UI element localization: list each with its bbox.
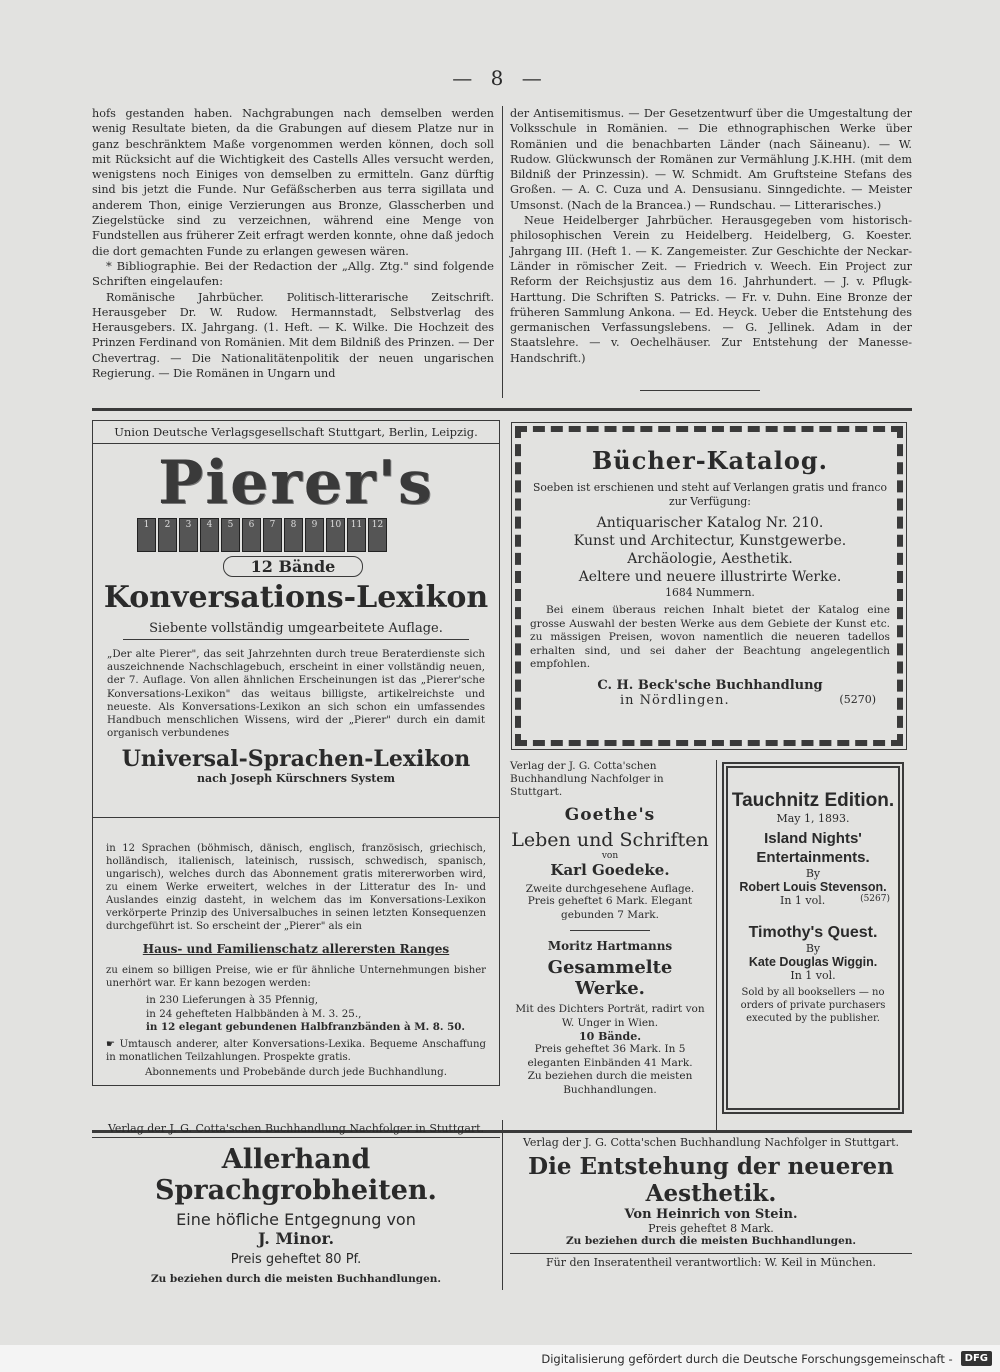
volume-spine: 11 — [347, 518, 366, 552]
katalog-intro: Soeben ist erschienen und steht auf Verlangen gratis und franco zur Verfügung: — [533, 481, 887, 508]
option-halbfranz: in 12 elegant gebundenen Halbfranzbänden à M. 8. 50. — [146, 1021, 466, 1033]
stein-price: Preis geheftet 8 Mark. — [648, 1222, 774, 1235]
right-text-column — [510, 106, 912, 366]
pierer-price-intro: zu einem so billigen Preise, wie er für ähnliche Unternehmungen bisher unerhört war. Er kann bezogen werden: — [106, 965, 486, 989]
goethe-edition: Zweite durchgesehene Auflage. — [525, 883, 695, 895]
goethe-price: Preis geheftet 6 Mark. Elegant gebunden 7 Mark. — [527, 895, 693, 921]
volume-spine: 2 — [158, 518, 177, 552]
goethe-right-rule — [716, 760, 717, 1130]
minor-publisher: Verlag der J. G. Cotta'schen Buchhandlung Nachfolger in Stuttgart. — [92, 1122, 500, 1138]
footer-text: Digitalisierung gefördert durch die Deutsche Forschungsgemeinschaft - — [541, 1351, 953, 1366]
goethe-subtitle: Leben und Schriften — [511, 829, 709, 851]
pierer-languages: in 12 Sprachen (böhmisch, dänisch, englisch, französisch, griechisch, holländisch, italienisch, lateinisch, russisch, schwedisch, spanisch, ungarisch), welches durch das Abonnement gratis mitererworben wird, zu einem Werke erweitert, welches in der Litteratur des In- und Auslandes einzig dasteht, in welchem das im Konversations-Lexikon verkörperte Prinzip des Universalbuches in seinen letzten Konsequenzen durchgeführt ist. So erscheint der „Pierer" als ein — [106, 843, 486, 932]
katalog-count: 1684 Nummern. — [665, 586, 755, 599]
goethe-von: von — [601, 851, 619, 861]
pierer-publisher: Union Deutsche Verlagsgesellschaft Stuttgart, Berlin, Leipzig. — [93, 421, 499, 444]
stein-publisher: Verlag der J. G. Cotta'schen Buchhandlung Nachfolger in Stuttgart. — [522, 1136, 900, 1149]
goethe-divider — [570, 930, 650, 931]
pierer-subtitle: Konversations-Lexikon — [103, 580, 489, 615]
tauchnitz-book1: Island Nights' Entertainments. — [756, 830, 870, 866]
column-divider — [502, 106, 503, 398]
hartmann-volumes: 10 Bände. — [578, 1030, 642, 1043]
tauchnitz-book2: Timothy's Quest. — [748, 924, 878, 941]
katalog-line1: Antiquarischer Katalog Nr. 210. — [596, 515, 824, 531]
volume-spine: 10 — [326, 518, 345, 552]
volume-spine: 1 — [137, 518, 156, 552]
volume-spine: 8 — [284, 518, 303, 552]
paragraph-bibliographie: * Bibliographie. Bei der Redaction der „Allg. Ztg." sind folgende Schriften eingelaufen: — [92, 258, 494, 289]
pierer-hausschatz: Haus- und Familienschatz allerersten Ranges — [142, 942, 450, 956]
katalog-body: Bei einem überaus reichen Inhalt bietet der Katalog eine grosse Auswahl der besten Werke aus dem Gebiete der Kunst etc. zu mässigen Preisen, wovon namentlich die neueren tadellos erhalten sind, und sei daher der Beachtung angelegentlich empfohlen. — [530, 604, 890, 671]
katalog-code: (5270) — [839, 692, 876, 706]
kuerschner-system: nach Joseph Kürschners System — [197, 772, 395, 786]
hartmann-author: Moritz Hartmanns — [547, 939, 673, 953]
minor-subtitle: Eine höfliche Entgegnung von — [176, 1210, 416, 1229]
pierer-intro: „Der alte Pierer", das seit Jahrzehnten durch treue Beraterdienste sich auszeichnende Nachschlagebuch, erscheint in einer vollständig neuen, der 7. Auflage. Von allen ähnlichen Erscheinungen ist das „Pierer'sche Konversations-Lexikon" das weitaus billigste, artikelreichste und neueste. Als Konversations-Lexikon an sich schon ein umfassendes Handbuch menschlichen Wissens, wird der „Pierer" durch ein damit organisch verbundenes — [107, 648, 485, 740]
goethe-author: Karl Goedeke. — [550, 861, 670, 879]
katalog-title: Bücher-Katalog. — [592, 446, 828, 475]
katalog-line2: Kunst und Architectur, Kunstgewerbe. — [573, 533, 847, 549]
minor-title: Allerhand Sprachgrobheiten. — [155, 1144, 437, 1206]
paragraph-romaenische: Romänische Jahrbücher. Politisch-litterarische Zeitschrift. Herausgeber Dr. W. Rudow. Hermannstadt, Selbstverlag des Herausgebers. IX. Jahrgang. (1. Heft. — K. Wilke. Die Hochzeit des Prinzen Ferdinand von Romänien. Mit dem Bildniß des Prinzen. — Der Chevertrag. — Die Nationalitätenpolitik der neuen ungarischen Regierung. — Die Romänen in Ungarn und — [92, 290, 494, 381]
tauchnitz-vol2: In 1 vol. — [790, 969, 836, 982]
katalog-firm: C. H. Beck'sche Buchhandlung — [597, 677, 823, 693]
volume-spine: 9 — [305, 518, 324, 552]
minor-author: J. Minor. — [257, 1229, 335, 1248]
tauchnitz-vol1: In 1 vol. — [780, 894, 826, 907]
pierer-title: Pierer's — [158, 448, 434, 518]
katalog-ad — [530, 446, 890, 711]
option-halbbaende: in 24 gehefteten Halbbänden à M. 3. 25., — [146, 1007, 362, 1020]
pierer-ad-box-lower — [92, 818, 500, 1086]
pointing-hand-icon: ☛ — [106, 1039, 120, 1050]
volume-spine: 3 — [179, 518, 198, 552]
pierer-edition: Siebente vollständig umgearbeitete Auflage. — [123, 621, 469, 640]
digitization-footer — [0, 1345, 1000, 1372]
option-lieferungen: in 230 Lieferungen à 35 Pfennig, — [146, 994, 319, 1006]
minor-note: Zu beziehen durch die meisten Buchhandlungen. — [150, 1273, 442, 1285]
goethe-ad — [510, 760, 710, 1097]
stein-title: Die Entstehung der neueren Aesthetik. — [528, 1153, 894, 1207]
dfg-logo: DFG — [961, 1351, 992, 1366]
volume-spine: 7 — [263, 518, 282, 552]
hartmann-price: Preis geheftet 36 Mark. In 5 eleganten Einbänden 41 Mark. — [527, 1043, 693, 1069]
stein-responsible: Für den Inseratentheil verantwortlich: W. Keil in München. — [510, 1253, 912, 1269]
paragraph-heidelberger: Neue Heidelberger Jahrbücher. Herausgegeben vom historisch-philosophischen Verein zu Heidelberg. Heidelberg, G. Koester. Jahrgang III. (Heft 1. — K. Zangemeister. Zur Geschichte der Neckar-Länder in römischer Zeit. — Friedrich v. Weech. Ein Project zur Reform der Reichsjustiz aus dem 16. Jahrhundert. — J. v. Pflugk-Harttung. Die Schriften S. Patricks. — Fr. v. Duhn. Eine Bronze der früheren Sammlung Ankona. — Ed. Heyck. Ueber die Entstehung des germanischen Verfassungslebens. — G. Jellinek. Adam in der Staatslehre. — v. Oechelhäuser. Zur Entstehung der Manesse-Handschrift.) — [510, 214, 912, 365]
universal-lexikon-title: Universal-Sprachen-Lexikon — [121, 746, 471, 773]
tauchnitz-code1: (5267) — [860, 894, 890, 904]
tauchnitz-date: May 1, 1893. — [776, 812, 850, 825]
hartmann-note: Zu beziehen durch die meisten Buchhandlungen. — [527, 1070, 693, 1096]
section-rule — [92, 408, 912, 411]
volumes-label: 12 Bände — [223, 556, 363, 577]
volume-row — [137, 518, 387, 552]
minor-price: Preis geheftet 80 Pf. — [230, 1252, 362, 1267]
katalog-line3: Archäologie, Aesthetik. — [627, 551, 793, 567]
tauchnitz-title: Tauchnitz Edition. — [731, 790, 895, 811]
volume-spine: 5 — [221, 518, 240, 552]
pierer-umtausch: ☛ Umtausch anderer, alter Konversations-Lexika. Bequeme Anschaffung in monatlichen Teilzahlungen. Prospekte gratis. — [106, 1039, 486, 1063]
left-text-column — [92, 106, 494, 381]
tauchnitz-ad-box — [722, 762, 904, 1114]
hartmann-portrait: Mit des Dichters Porträt, radirt von W. Unger in Wien. — [515, 1003, 705, 1029]
stein-author: Von Heinrich von Stein. — [624, 1207, 798, 1222]
goethe-title: Goethe's — [564, 805, 656, 825]
tauchnitz-author1: Robert Louis Stevenson. — [739, 880, 887, 894]
katalog-line4: Aeltere und neuere illustrirte Werke. — [578, 569, 842, 585]
pierer-abonnements: Abonnements und Probebände durch jede Buchhandlung. — [144, 1066, 448, 1078]
goethe-publisher: Verlag der J. G. Cotta'schen Buchhandlung Nachfolger in Stuttgart. — [510, 760, 664, 798]
bottom-column-divider — [502, 1120, 503, 1290]
volume-spine: 12 — [368, 518, 387, 552]
pierer-ad-box — [92, 420, 500, 818]
tauchnitz-author2: Kate Douglas Wiggin. — [748, 955, 878, 969]
volume-spine: 4 — [200, 518, 219, 552]
paragraph-antisemitismus: der Antisemitismus. — Der Gesetzentwurf über die Umgestaltung der Volksschule in Romänien. — Die ethnographischen Werke über Romänien und die benachbarten Länder (nach Săineanu). — W. Rudow. Glückwunsch der Romänen zur Vermählung J.K.HH. (mit dem Bildniß der Prinzessin). — W. Schmidt. Am Gruftsteine Stefans des Großen. — A. C. Cuza und A. Densusianu. Sinngedichte. — Meister Umsonst. (Nach de la Brancea.) — Rundschau. — Litterarisches.) — [510, 107, 912, 212]
katalog-place: in Nördlingen. — [620, 692, 730, 708]
page-number: — 8 — — [452, 66, 548, 90]
volume-spine: 6 — [242, 518, 261, 552]
tauchnitz-by1: By — [805, 867, 821, 880]
tauchnitz-by2: By — [805, 942, 821, 955]
stein-ad — [510, 1136, 912, 1269]
minor-ad — [92, 1122, 500, 1285]
tauchnitz-sold: Sold by all booksellers — no orders of private purchasers executed by the publisher. — [740, 987, 886, 1024]
paragraph-castell: hofs gestanden haben. Nachgrabungen nach demselben werden wenig Resultate bieten, da die Grabungen auf diesem Platze nur in ganz beschränktem Maße vorgenommen werden können, doch soll mit Rücksicht auf die Wichtigkeit des Castells Alles versucht werden, wenigstens noch Einiges von demselben zu ermitteln. Ganz dürftig sind bis jetzt die Funde. Nur Gefäßscherben aus terra sigillata und anderem Thon, einige Verzierungen aus Bronze, Glasscherben und Ziegelstücke sind zu verzeichnen, während eine Menge von Fundstellen aus früherer Zeit erfragt werden konnte, ohne daß jedoch die dort gemachten Funde zu erlangen gewesen wären. — [92, 107, 494, 258]
hartmann-title: Gesammelte Werke. — [547, 957, 673, 999]
short-rule — [640, 390, 760, 391]
stein-note: Zu beziehen durch die meisten Buchhandlungen. — [565, 1235, 857, 1247]
